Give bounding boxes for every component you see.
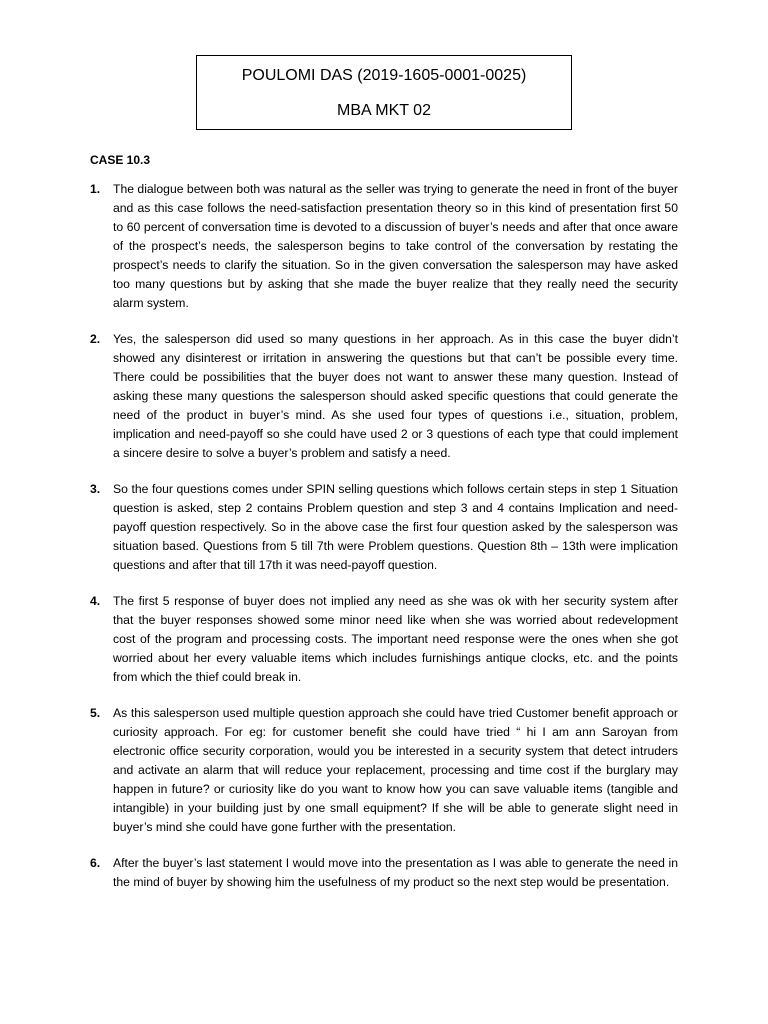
answer-item: [90, 704, 678, 837]
answer-item: [90, 854, 678, 892]
answers-list: [90, 180, 678, 892]
answer-item: [90, 180, 678, 313]
student-name-id: POULOMI DAS (2019-1605-0001-0025): [241, 67, 527, 84]
case-title: CASE 10.3: [90, 153, 151, 167]
answer-number: 3.: [90, 482, 101, 496]
header-box: [196, 55, 572, 130]
answer-text: As this salesperson used multiple question approach she could have tried Customer benefit approach or curiosity approach. For eg: for customer benefit she could have tried “ hi I am ann Saroyan from electronic office security corporation, would you be interested in a security system that detect intruders and activate an alarm that will reduce your replacement, processing and time cost if the burglary may happen in future? or curiosity like do you want to know how you can save valuable items (tangible and intangible) in your building just by one small equipment? If she will be able to generate slight need in buyer’s mind she could have gone further with the presentation.: [113, 706, 678, 834]
answer-text: The first 5 response of buyer does not implied any need as she was ok with her security system after that the buyer responses showed some minor need like when she was worried about redevelopment cost of the program and processing costs. The important need response were the ones when she got worried about her every valuable items which includes furnishings antique clocks, etc. and the points from which the thief could break in.: [113, 594, 678, 684]
answer-text: After the buyer’s last statement I would move into the presentation as I was able to generate the need in the mind of buyer by showing him the usefulness of my product so the next step would be presentation.: [113, 856, 678, 889]
answer-text: Yes, the salesperson did used so many questions in her approach. As in this case the buyer didn’t showed any disinterest or irritation in answering the questions but that can’t be possible every time. There could be possibilities that the buyer does not want to answer these many question. Instead of asking these many questions the salesperson should asked specific questions that could generate the need of the product in buyer’s mind. As she used four types of questions i.e., situation, problem, implication and need-payoff so she could have used 2 or 3 questions of each type that could implement a sincere desire to solve a buyer’s problem and satisfy a need.: [113, 332, 678, 460]
answer-number: 2.: [90, 332, 101, 346]
answer-item: [90, 330, 678, 463]
answer-item: [90, 592, 678, 687]
answer-number: 6.: [90, 856, 101, 870]
program-code: MBA MKT 02: [337, 102, 431, 119]
answer-number: 5.: [90, 706, 101, 720]
answer-text: So the four questions comes under SPIN selling questions which follows certain steps in step 1 Situation question is asked, step 2 contains Problem question and step 3 and 4 contains Implication and need-payoff question respectively. So in the above case the first four question asked by the salesperson was situation based. Questions from 5 till 7th were Problem questions. Question 8th – 13th were implication questions and after that till 17th it was need-payoff question.: [113, 482, 678, 572]
answer-number: 1.: [90, 182, 101, 196]
answer-item: [90, 480, 678, 575]
answer-number: 4.: [90, 594, 101, 608]
answer-text: The dialogue between both was natural as the seller was trying to generate the need in front of the buyer and as this case follows the need-satisfaction presentation theory so in this kind of presentation first 50 to 60 percent of conversation time is devoted to a discussion of buyer’s needs and after that once aware of the prospect’s needs, the salesperson begins to take control of the conversation by restating the prospect’s needs to clarify the situation. So in the given conversation the salesperson may have asked too many questions but by asking that she made the buyer realize that they really need the security alarm system.: [113, 182, 678, 310]
